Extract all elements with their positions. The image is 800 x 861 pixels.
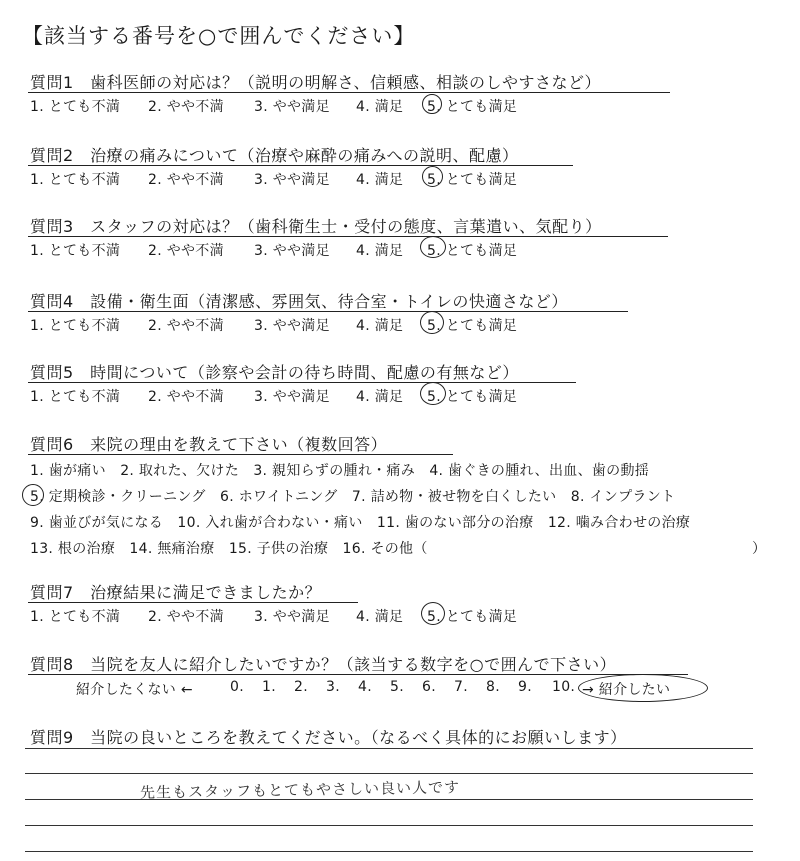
q9-answer-line-5	[25, 851, 753, 852]
q8-scale-8[interactable]: 8.	[486, 679, 500, 695]
question-9-label: 質問9 当院の良いところを教えてください。（なるべく具体的にお願いします）	[30, 728, 627, 747]
q8-scale-6[interactable]: 6.	[422, 679, 436, 695]
q2-option-4[interactable]: 4. 満足	[356, 172, 404, 188]
q5-option-1[interactable]: 1. とても不満	[30, 389, 121, 405]
q2-option-5[interactable]: 5. とても満足	[427, 172, 518, 188]
page-title: 【該当する番号を○で囲んでください】	[22, 24, 416, 48]
q7-option-5[interactable]: 5. とても満足	[427, 609, 518, 625]
q5-option-2[interactable]: 2. やや不満	[148, 389, 224, 405]
q5-option-4[interactable]: 4. 満足	[356, 389, 404, 405]
q1-option-2[interactable]: 2. やや不満	[148, 99, 224, 115]
q8-scale-9[interactable]: 9.	[518, 679, 532, 695]
q4-option-4[interactable]: 4. 満足	[356, 318, 404, 334]
q9-answer-line-3	[25, 799, 753, 800]
q7-option-4[interactable]: 4. 満足	[356, 609, 404, 625]
q8-scale-5[interactable]: 5.	[390, 679, 404, 695]
q8-selection-circle	[578, 674, 708, 702]
q4-option-5[interactable]: 5. とても満足	[427, 318, 518, 334]
q6-options-line-1[interactable]: 1. 歯が痛い 2. 取れた、欠けた 3. 親知らずの腫れ・痛み 4. 歯ぐきの腫れ、出血、歯の動揺	[30, 463, 650, 479]
q6-selection-circle	[22, 484, 44, 506]
question-7-underline	[28, 602, 358, 603]
q5-option-3[interactable]: 3. やや満足	[254, 389, 330, 405]
q8-scale-7[interactable]: 7.	[454, 679, 468, 695]
q8-scale-2[interactable]: 2.	[294, 679, 308, 695]
q3-option-3[interactable]: 3. やや満足	[254, 243, 330, 259]
question-8-label: 質問8 当院を友人に紹介したいですか？（該当する数字を○で囲んで下さい）	[30, 655, 617, 674]
question-1-underline	[28, 92, 670, 93]
q9-handwritten-answer[interactable]: 先生もスタッフもとてもやさしい良い人です	[139, 778, 461, 802]
q2-selection-circle	[422, 166, 443, 187]
question-2-underline	[28, 165, 573, 166]
q1-selection-circle	[422, 94, 442, 114]
question-8-underline	[28, 674, 688, 675]
q5-option-5[interactable]: 5. とても満足	[427, 389, 518, 405]
q6-other-close-paren: ）	[752, 541, 767, 557]
q8-scale-0[interactable]: 0.	[230, 679, 244, 695]
question-6-label: 質問6 来院の理由を教えて下さい（複数回答）	[30, 435, 388, 454]
q3-option-1[interactable]: 1. とても不満	[30, 243, 121, 259]
q8-scale-left-label: 紹介したくない ←	[76, 682, 193, 698]
q8-scale-4[interactable]: 4.	[358, 679, 372, 695]
q7-option-2[interactable]: 2. やや不満	[148, 609, 224, 625]
q9-answer-line-1	[25, 748, 753, 749]
q8-scale-3[interactable]: 3.	[326, 679, 340, 695]
q4-selection-circle	[420, 311, 444, 334]
question-5-label: 質問5 時間について（診察や会計の待ち時間、配慮の有無など）	[30, 363, 519, 382]
question-3-label: 質問3 スタッフの対応は？（歯科衛生士・受付の態度、言葉遣い、気配り）	[30, 217, 602, 236]
q1-option-4[interactable]: 4. 満足	[356, 99, 404, 115]
q2-option-1[interactable]: 1. とても不満	[30, 172, 121, 188]
question-2-label: 質問2 治療の痛みについて（治療や麻酔の痛みへの説明、配慮）	[30, 146, 519, 165]
question-6-underline	[28, 454, 453, 455]
question-4-label: 質問4 設備・衛生面（清潔感、雰囲気、待合室・トイレの快適さなど）	[30, 292, 568, 311]
q6-options-line-4[interactable]: 13. 根の治療 14. 無痛治療 15. 子供の治療 16. その他（	[30, 541, 428, 557]
q4-option-1[interactable]: 1. とても不満	[30, 318, 121, 334]
q5-selection-circle	[420, 382, 446, 405]
question-4-underline	[28, 311, 628, 312]
q1-option-1[interactable]: 1. とても不満	[30, 99, 121, 115]
q8-scale-1[interactable]: 1.	[262, 679, 276, 695]
q7-selection-circle	[421, 602, 445, 625]
q8-scale-right-label[interactable]: → 紹介したい	[582, 682, 671, 698]
question-3-underline	[28, 236, 668, 237]
q9-answer-line-4	[25, 825, 753, 826]
q3-option-5[interactable]: 5. とても満足	[427, 243, 518, 259]
q2-option-3[interactable]: 3. やや満足	[254, 172, 330, 188]
q6-options-line-2[interactable]: 5. 定期検診・クリーニング 6. ホワイトニング 7. 詰め物・被せ物を白くしたい 8. インプラント	[30, 489, 676, 505]
q8-scale-10[interactable]: 10.	[552, 679, 576, 695]
q3-option-4[interactable]: 4. 満足	[356, 243, 404, 259]
q2-option-2[interactable]: 2. やや不満	[148, 172, 224, 188]
q9-answer-line-2	[25, 773, 753, 774]
question-5-underline	[28, 382, 576, 383]
q7-option-3[interactable]: 3. やや満足	[254, 609, 330, 625]
question-7-label: 質問7 治療結果に満足できましたか？	[30, 583, 322, 602]
q4-option-3[interactable]: 3. やや満足	[254, 318, 330, 334]
q1-option-3[interactable]: 3. やや満足	[254, 99, 330, 115]
q3-option-2[interactable]: 2. やや不満	[148, 243, 224, 259]
q3-selection-circle	[420, 236, 446, 258]
q1-option-5[interactable]: 5. とても満足	[427, 99, 518, 115]
q6-options-line-3[interactable]: 9. 歯並びが気になる 10. 入れ歯が合わない・痛い 11. 歯のない部分の治療 12. 噛み合わせの治療	[30, 515, 691, 531]
q4-option-2[interactable]: 2. やや不満	[148, 318, 224, 334]
question-1-label: 質問1 歯科医師の対応は？（説明の明解さ、信頼感、相談のしやすさなど）	[30, 73, 602, 92]
q7-option-1[interactable]: 1. とても不満	[30, 609, 121, 625]
